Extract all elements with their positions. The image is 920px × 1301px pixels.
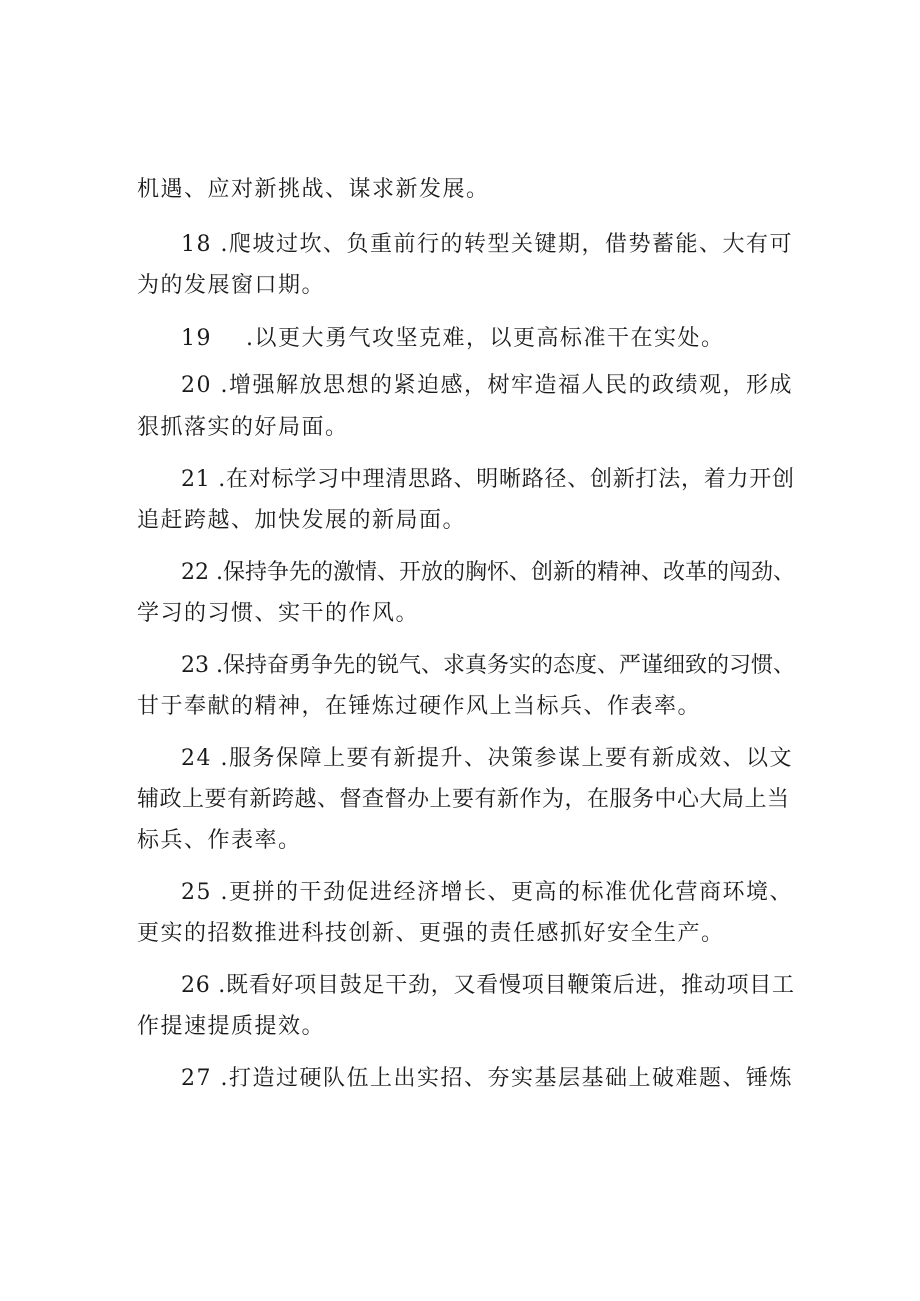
list-item-24-line-1: 24 .服务保障上要有新提升、决策参谋上要有新成效、以文 xyxy=(181,746,793,771)
list-item-21-line-2: 追赶跨越、加快发展的新局面。 xyxy=(137,508,467,533)
list-item-18-line-1: 18 .爬坡过坎、负重前行的转型关键期，借势蓄能、大有可 xyxy=(181,232,793,257)
list-item-24-line-3: 标兵、作表率。 xyxy=(137,828,302,853)
list-item-26-line-2: 作提速提质提效。 xyxy=(137,1014,326,1039)
list-item-21-line-1: 21 .在对标学习中理清思路、明晰路径、创新打法，着力开创 xyxy=(181,467,795,492)
list-item-24-line-2: 辅政上要有新跨越、督查督办上要有新作为，在服务中心大局上当 xyxy=(137,787,790,812)
list-item-18-line-2: 为的发展窗口期。 xyxy=(137,273,326,298)
list-item-23-line-2: 甘于奉献的精神，在锤炼过硬作风上当标兵、作表率。 xyxy=(137,694,702,719)
list-item-19: 19 .以更大勇气攻坚克难，以更高标准干在实处。 xyxy=(181,326,725,351)
list-item-22-line-2: 学习的习惯、实干的作风。 xyxy=(137,601,420,626)
list-item-23-line-1: 23 .保持奋勇争先的锐气、求真务实的态度、严谨细致的习惯、 xyxy=(181,653,795,678)
list-item-25-line-1: 25 .更拼的干劲促进经济增长、更高的标准优化营商环境、 xyxy=(181,880,793,905)
list-item-22-line-1: 22 .保持争先的激情、开放的胸怀、创新的精神、改革的闯劲、 xyxy=(181,560,795,585)
list-item-26-line-1: 26 .既看好项目鼓足干劲，又看慢项目鞭策后进，推动项目工 xyxy=(181,973,795,998)
list-item-20-line-1: 20 .增强解放思想的紧迫感，树牢造福人民的政绩观，形成 xyxy=(181,373,793,398)
list-item-25-line-2: 更实的招数推进科技创新、更强的责任感抓好安全生产。 xyxy=(137,921,725,946)
list-item-27-line-1: 27 .打造过硬队伍上出实招、夯实基层基础上破难题、锤炼 xyxy=(181,1066,793,1091)
text-line: 机遇、应对新挑战、谋求新发展。 xyxy=(137,177,490,202)
list-item-20-line-2: 狠抓落实的好局面。 xyxy=(137,415,349,440)
